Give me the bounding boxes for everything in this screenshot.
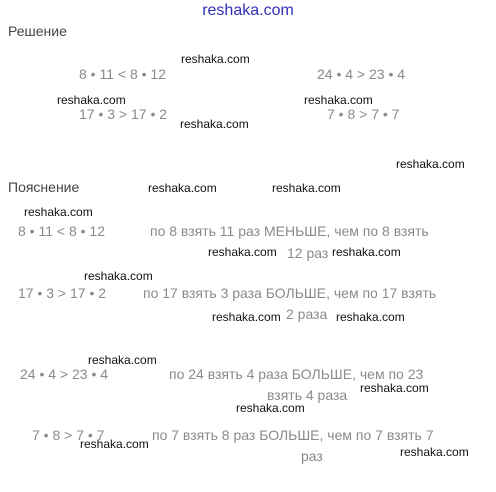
watermark: reshaka.com: [180, 117, 249, 131]
watermark: reshaka.com: [80, 437, 149, 451]
explanation-expression: 7 • 8 > 7 • 7: [32, 427, 105, 443]
watermark: reshaka.com: [396, 157, 465, 171]
watermark: reshaka.com: [272, 181, 341, 195]
watermark: reshaka.com: [57, 93, 126, 107]
explanation-text: взять 4 раза: [267, 387, 348, 403]
explanation-text: по 24 взять 4 раза БОЛЬШЕ, чем по 23: [169, 366, 424, 382]
watermark: reshaka.com: [236, 401, 305, 415]
solution-item: 24 • 4 > 23 • 4: [317, 66, 406, 82]
watermark: reshaka.com: [84, 269, 153, 283]
solution-heading: Решение: [8, 23, 67, 39]
watermark: reshaka.com: [181, 52, 250, 66]
solution-item: 7 • 8 > 7 • 7: [327, 106, 400, 122]
explanation-text: по 17 взять 3 раза БОЛЬШЕ, чем по 17 взять: [143, 285, 437, 301]
watermark: reshaka.com: [148, 181, 217, 195]
watermark: reshaka.com: [400, 445, 469, 459]
watermark: reshaka.com: [304, 93, 373, 107]
explanation-text: 2 раза: [286, 306, 328, 322]
explanation-expression: 24 • 4 > 23 • 4: [20, 366, 109, 382]
explanation-expression: 17 • 3 > 17 • 2: [18, 285, 107, 301]
watermark: reshaka.com: [208, 245, 277, 259]
watermark: reshaka.com: [24, 205, 93, 219]
solution-item: 17 • 3 > 17 • 2: [79, 106, 168, 122]
watermark: reshaka.com: [332, 245, 401, 259]
explanation-expression: 8 • 11 < 8 • 12: [18, 223, 105, 239]
explanation-text: по 7 взять 8 раз БОЛЬШЕ, чем по 7 взять 7: [152, 427, 434, 443]
watermark: reshaka.com: [336, 310, 405, 324]
explanation-text: по 8 взять 11 раз МЕНЬШЕ, чем по 8 взять: [150, 223, 429, 239]
explanation-text: раз: [301, 448, 323, 464]
explanation-text: 12 раз: [287, 245, 329, 261]
watermark: reshaka.com: [88, 353, 157, 367]
solution-item: 8 • 11 < 8 • 12: [79, 66, 166, 82]
watermark: reshaka.com: [212, 310, 281, 324]
site-title[interactable]: reshaka.com: [202, 2, 294, 19]
watermark: reshaka.com: [360, 381, 429, 395]
explanation-heading: Пояснение: [8, 179, 80, 195]
